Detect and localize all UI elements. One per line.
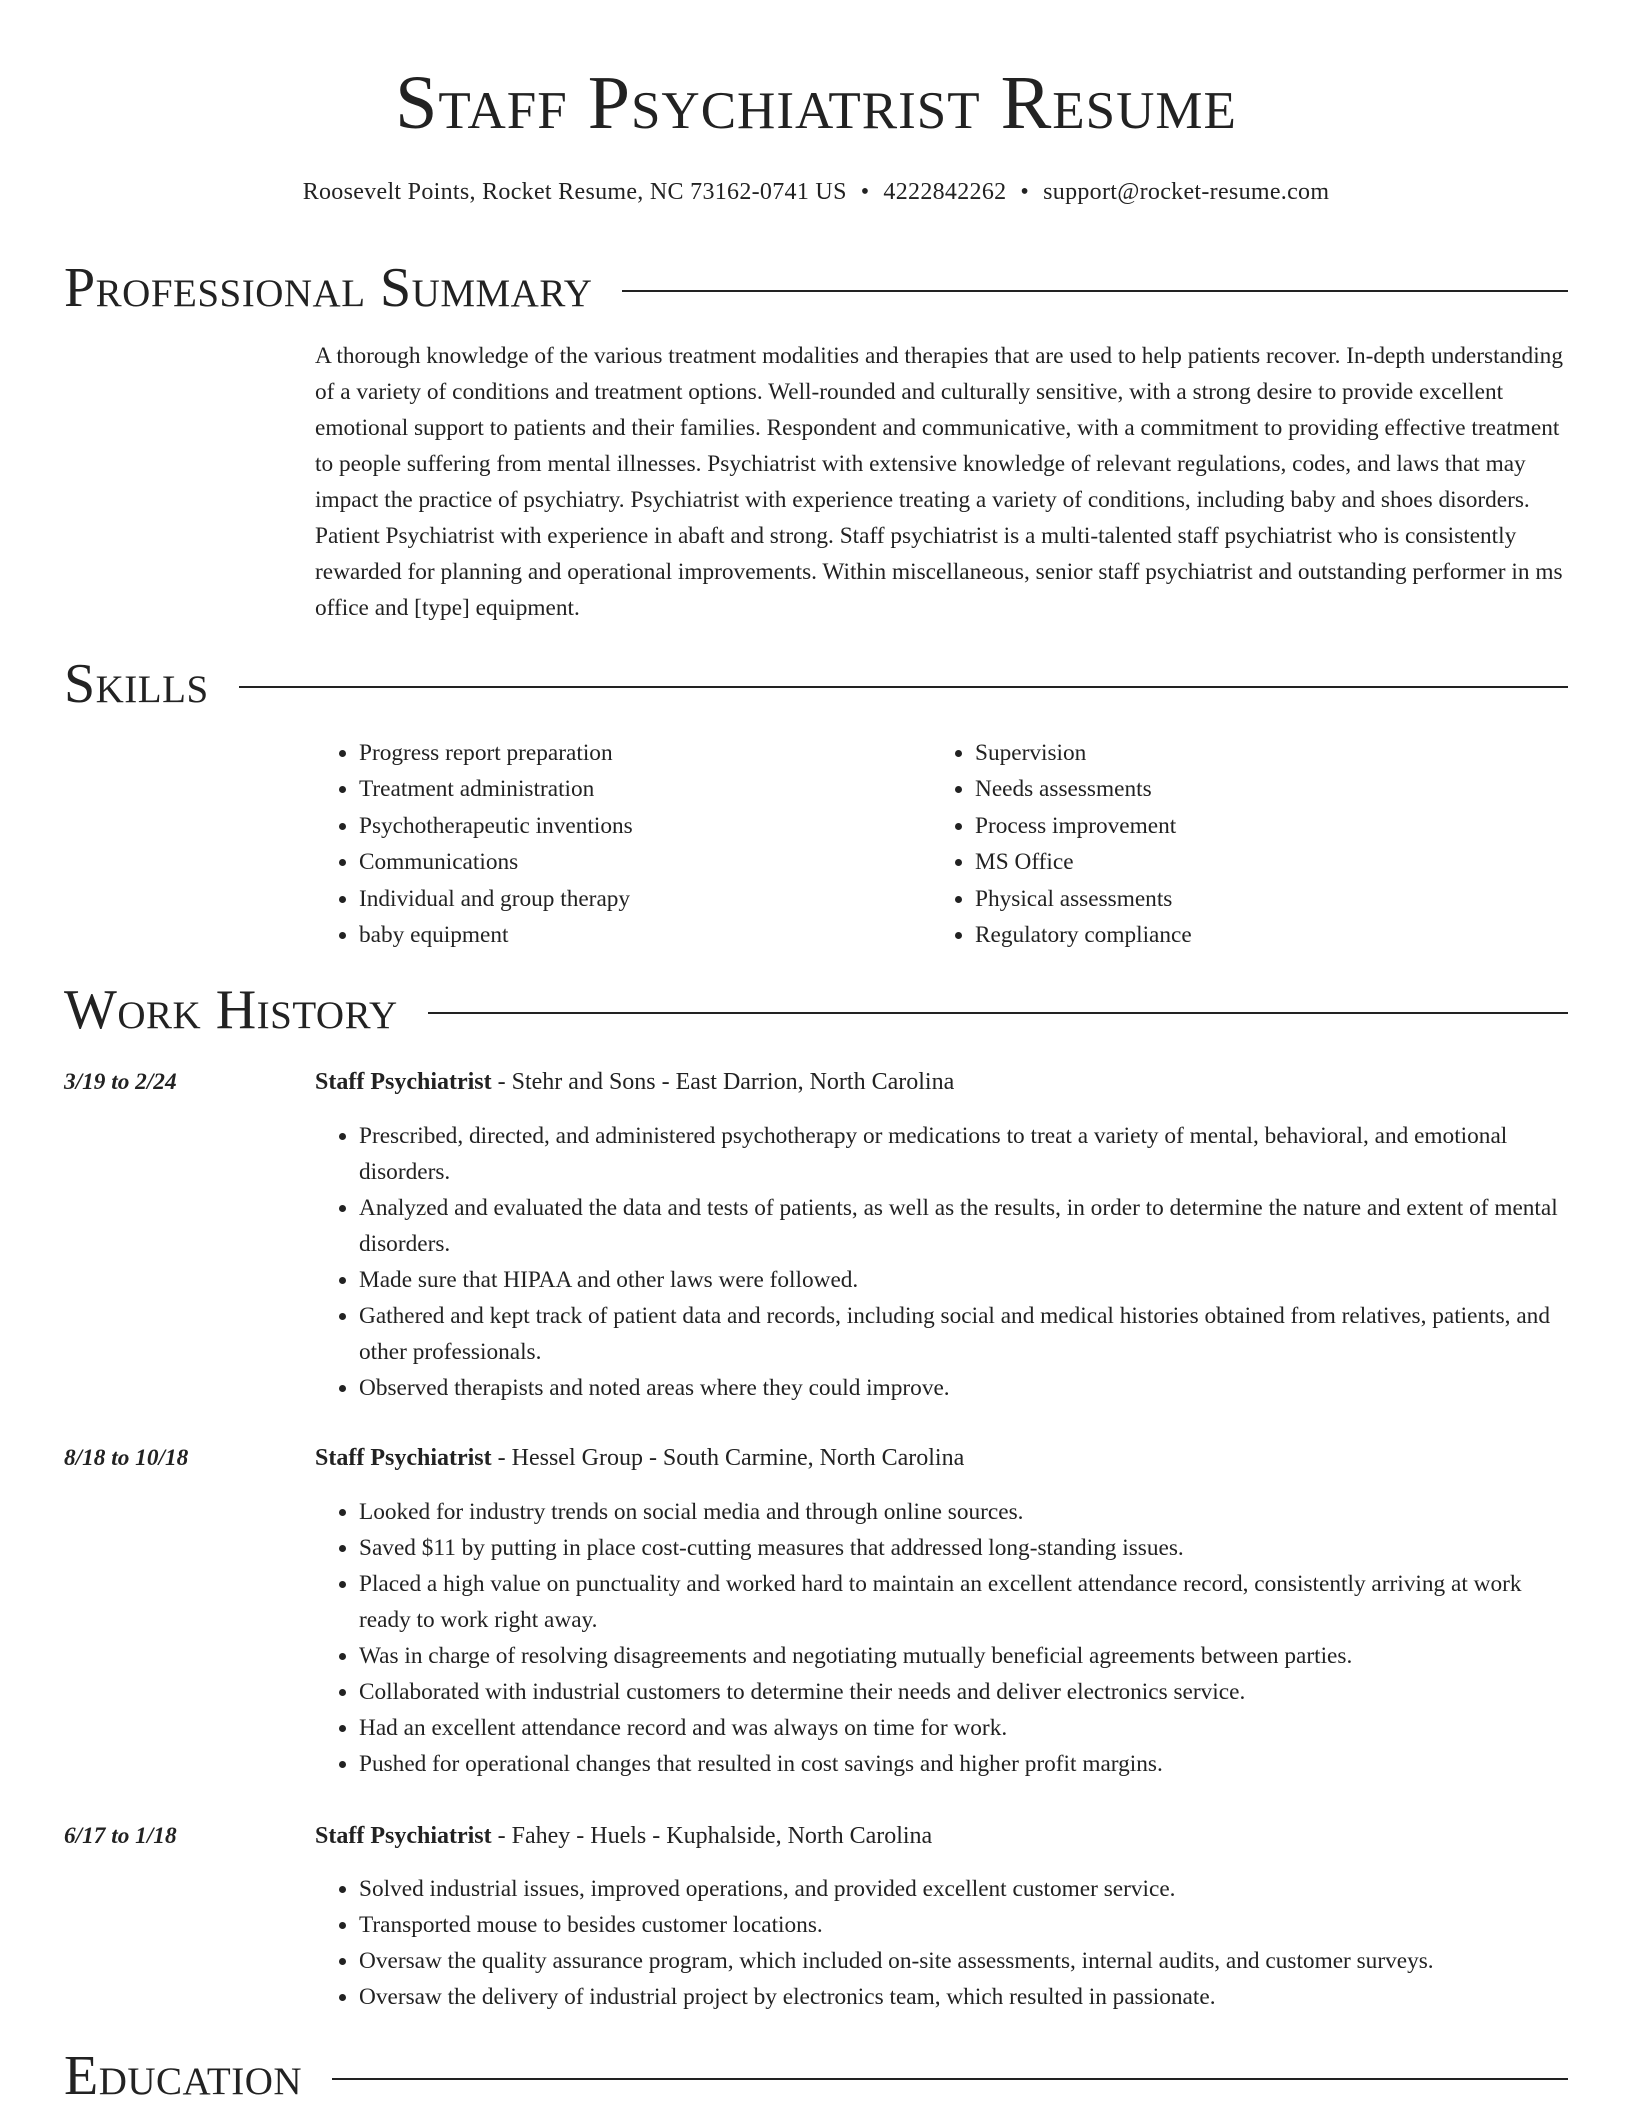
- skill-item: • baby equipment: [359, 917, 931, 953]
- section-divider: [428, 1012, 1568, 1014]
- job-heading: [315, 1440, 964, 1476]
- skill-item: • Supervision: [975, 735, 1547, 771]
- section-title-education: Education: [64, 2045, 303, 2107]
- skill-item: • Communications: [359, 844, 931, 880]
- contact-email: support@rocket-resume.com: [1043, 179, 1330, 205]
- section-header-summary: [64, 256, 1568, 320]
- job-bullets: [315, 1494, 1568, 1782]
- job-bullet: • Had an excellent attendance record and was always on time for work.: [359, 1710, 1568, 1746]
- skill-item: • Progress report preparation: [359, 735, 931, 771]
- job-role: Staff Psychiatrist: [315, 1069, 492, 1095]
- section-header-skills: [64, 652, 1568, 716]
- job-heading: [315, 1818, 932, 1854]
- job-bullet: • Oversaw the delivery of industrial project by electronics team, which resulted in passionate.: [359, 1979, 1568, 2015]
- job-bullet: • Pushed for operational changes that resulted in cost savings and higher profit margins.: [359, 1746, 1568, 1782]
- contact-address: Roosevelt Points, Rocket Resume, NC 73162-0741 US: [302, 179, 847, 205]
- contact-phone: 4222842262: [883, 179, 1007, 205]
- section-divider: [332, 2078, 1568, 2080]
- job-bullet: • Solved industrial issues, improved operations, and provided excellent customer service.: [359, 1871, 1568, 1907]
- section-title-skills: Skills: [64, 653, 209, 715]
- job-bullet: • Gathered and kept track of patient data and records, including social and medical histories obtained from relatives, patients, and other professionals.: [359, 1298, 1568, 1370]
- contact-separator: •: [1020, 179, 1030, 205]
- section-divider: [622, 290, 1568, 292]
- job-bullet: • Saved $11 by putting in place cost-cutting measures that addressed long-standing issues.: [359, 1530, 1568, 1566]
- job-role: Staff Psychiatrist: [315, 1445, 492, 1471]
- job-bullet: • Analyzed and evaluated the data and tests of patients, as well as the results, in order to determine the nature and extent of mental disorders.: [359, 1190, 1568, 1262]
- job-bullet: • Collaborated with industrial customers to determine their needs and deliver electronics service.: [359, 1674, 1568, 1710]
- skills-column-right: [931, 735, 1547, 953]
- skill-item: • Individual and group therapy: [359, 881, 931, 917]
- job-dates: 8/18 to 10/18: [64, 1445, 189, 1471]
- job-bullet: • Observed therapists and noted areas where they could improve.: [359, 1370, 1568, 1406]
- job-heading: [315, 1064, 954, 1100]
- skill-item: • Treatment administration: [359, 771, 931, 807]
- skill-item: • Process improvement: [975, 808, 1547, 844]
- skill-item: • Psychotherapeutic inventions: [359, 808, 931, 844]
- job-employer: - Hessel Group - South Carmine, North Carolina: [491, 1445, 965, 1471]
- skill-item: • Regulatory compliance: [975, 917, 1547, 953]
- job-dates: 6/17 to 1/18: [64, 1823, 177, 1849]
- skill-item: • MS Office: [975, 844, 1547, 880]
- job-bullet: • Prescribed, directed, and administered psychotherapy or medications to treat a variety of mental, behavioral, and emotional disorders.: [359, 1118, 1568, 1190]
- job-bullet: • Was in charge of resolving disagreements and negotiating mutually beneficial agreements between parties.: [359, 1638, 1568, 1674]
- job-bullet: • Transported mouse to besides customer locations.: [359, 1907, 1568, 1943]
- resume-title: Staff Psychiatrist Resume: [395, 61, 1237, 145]
- skills-list: [315, 735, 1568, 953]
- job-bullets: [315, 1871, 1568, 2015]
- contact-separator: •: [860, 179, 870, 205]
- job-bullet: • Looked for industry trends on social media and through online sources.: [359, 1494, 1568, 1530]
- section-title-summary: Professional Summary: [64, 257, 593, 319]
- section-title-work: Work History: [64, 979, 398, 1041]
- job-bullet: • Placed a high value on punctuality and worked hard to maintain an excellent attendance record, consistently arriving at work ready to work right away.: [359, 1566, 1568, 1638]
- job-employer: - Fahey - Huels - Kuphalside, North Carolina: [491, 1823, 933, 1849]
- skill-item: • Needs assessments: [975, 771, 1547, 807]
- contact-line: [64, 172, 1568, 212]
- job-bullet: • Made sure that HIPAA and other laws were followed.: [359, 1262, 1568, 1298]
- job-bullets: [315, 1118, 1568, 1406]
- section-header-education: [64, 2044, 1568, 2108]
- skills-column-left: [315, 735, 931, 953]
- section-divider: [239, 686, 1568, 688]
- section-header-work: [64, 978, 1568, 1042]
- job-bullet: • Oversaw the quality assurance program, which included on-site assessments, internal audits, and customer surveys.: [359, 1943, 1568, 1979]
- job-employer: - Stehr and Sons - East Darrion, North Carolina: [491, 1069, 955, 1095]
- summary-text: A thorough knowledge of the various treatment modalities and therapies that are used to help patients recover. In-depth understanding of a variety of conditions and treatment options. Well-rounded and culturally sensitive, with a strong desire to provide excellent emotional support to patients and their families. Respondent and communicative, with a commitment to providing effective treatment to people suffering from mental illnesses. Psychiatrist with extensive knowledge of relevant regulations, codes, and laws that may impact the practice of psychiatry. Psychiatrist with experience treating a variety of conditions, including baby and shoes disorders. Patient Psychiatrist with experience in abaft and strong. Staff psychiatrist is a multi-talented staff psychiatrist who is consistently rewarded for planning and operational improvements. Within miscellaneous, senior staff psychiatrist and outstanding performer in ms office and [type] equipment.: [315, 343, 1563, 621]
- skill-item: • Physical assessments: [975, 881, 1547, 917]
- job-role: Staff Psychiatrist: [315, 1823, 492, 1849]
- job-dates: 3/19 to 2/24: [64, 1069, 177, 1095]
